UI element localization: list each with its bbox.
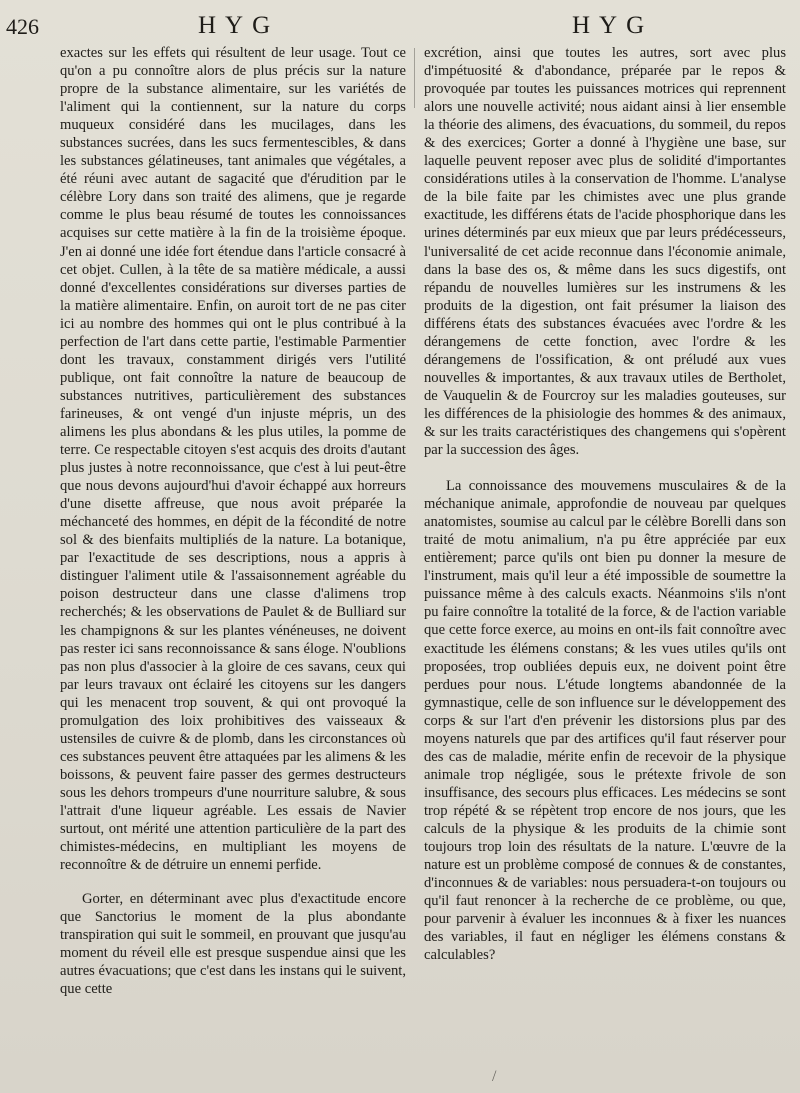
right-paragraph-1: excrétion, ainsi que toutes les autres, sort avec plus d'impétuosité & d'abondance, préparée par le repos & provoquée par toutes les puissances motrices qui reprennent alors une nouvelle activité; nous aidant ainsi à lier ensemble la théorie des alimens, des évacuations, du sommeil, du repos & des exercices; Gorter a donné à l'hygiène une base, sur laquelle peuvent reposer avec plus de solidité d'importantes considérations utiles à la conservation de l'homme. L'analyse de la bile faite par les chimistes avec une plus grande exactitude, les différens états de l'acide phosphorique dans les urines déterminés par eux mieux que par leurs prédécesseurs, l'universalité de cet acide reconnue dans l'économie animale, dans la base des os, & même dans les sucs digestifs, ont répandu de nouvelles lumières sur les instrumens & les produits de la digestion, ont fait présumer la liaison des différens états des substances évacuées avec l'ordre & les dérangemens de cette fonction, avec l'ordre & les dérangemens de l'ossification, & ont préludé aux vues nouvelles & importantes, & aux travaux utiles de Bertholet, de Vauquelin & de Fourcroy sur les maladies gouteuses, sur les différences de la phisiologie des hommes & des animaux, & sur les traits caractéristiques des changemens qui s'opèrent par la succession des âges. bbox=[424, 45, 786, 459]
right-column bbox=[424, 44, 786, 964]
running-head-right: HYG bbox=[572, 12, 654, 39]
footer-mark: / bbox=[492, 1068, 497, 1085]
left-column bbox=[60, 44, 406, 998]
left-paragraph-1: exactes sur les effets qui résultent de leur usage. Tout ce qu'on a pu connoître alors de plus précis sur la nature propre de la substance alimentaire, sur les variétés de l'aliment qui la contiennent, sur la nature du corps muqueux considéré dans les mucilages, dans les substances sucrées, dans les sucs fermentescibles, & dans les substances gélatineuses, tant animales que végétales, a été réuni avec autant de sagacité que d'érudition par le célèbre Lory dans son traité des alimens, que je regarde comme le plus beau résumé de toutes les connoissances acquises sur cette matière à la fin de la troisième époque. J'en ai donné une idée fort étendue dans l'article consacré à cet objet. Cullen, à la tête de sa matière médicale, a aussi donné d'excellentes considérations sur diverses parties de la matière alimentaire. Enfin, on auroit tort de ne pas citer ici au nombre des hommes qui ont le plus contribué à la perfection de l'art dans cette partie, l'estimable Parmentier dont les travaux, constamment dirigés vers l'utilité publique, ont fait connoître la nature de beaucoup de substances nutritives, particulièrement des substances farineuses, & ont vengé d'un injuste mépris, un des alimens les plus abondans & les plus utiles, la pomme de terre. Ce respectable citoyen s'est acquis des droits d'autant plus justes à notre reconnoissance, que c'est à lui peut-être que nous devons aujourd'hui d'avoir échappé aux horreurs d'une disette affreuse, que nous avoit préparée la méchanceté des hommes, en dépit de la fécondité de notre sol & des bienfaits multipliés de la nature. La botanique, par l'exactitude de ses descriptions, nous a appris à distinguer l'aliment utile & l'assaisonnement agréable du poison destructeur dans une classe d'alimens trop recherchés; & les observations de Paulet & de Bulliard sur les champignons & sur les plantes vénéneuses, ne doivent pas rester ici sans reconnoissance & sans éloge. N'oublions pas non plus d'associer à la gloire de ces savans, ceux qui par leurs travaux ont éclairé les citoyens sur les dangers qui les menacent trop souvent, & qui ont provoqué la promulgation des loix prohibitives des vaisseaux & ustensiles de cuivre & de plomb, dans les circonstances où ces substances peuvent être attaquées par les alimens & les boissons, & peuvent faire passer des germes destructeurs sous les dehors trompeurs d'une nourriture salubre, & sous l'attrait d'une liqueur agréable. Les essais de Navier surtout, ont mérité une attention particulière de la part des chimistes-médecins, en multipliant les moyens de reconnoître & de détruire un ennemi perfide. bbox=[60, 45, 406, 874]
running-head-left: HYG bbox=[198, 12, 280, 39]
page-header bbox=[0, 10, 800, 44]
column-divider bbox=[414, 48, 415, 108]
left-paragraph-2: Gorter, en déterminant avec plus d'exactitude encore que Sanctorius le moment de la plus abondante transpiration qui suit le sommeil, en prouvant que jusqu'au moment du réveil elle est presque suspendue ainsi que les autres évacuations; que c'est dans les instans qui le suivent, que cette bbox=[60, 891, 406, 998]
page-number: 426 bbox=[6, 14, 39, 39]
right-paragraph-2: La connoissance des mouvemens musculaires & de la méchanique animale, approfondie de nouveau par quelques anatomistes, soumise au calcul par le célèbre Borelli dans son traité de motu animalium, n'a pu être appréciée par eux entièrement; parce qu'ils ont bien pu donner la mesure de l'instrument, mais qu'il leur a été impossible de soumettre la puissance même à des calculs exacts. Néanmoins s'ils n'ont pu faire connoître la totalité de la force, & de l'action variable que cette force exerce, au moins en ont-ils fait connoître avec exactitude les élémens constans; & les vues utiles qu'ils ont proposées, trop oubliées depuis eux, ne doivent point être perdues pour nous. L'étude longtems abandonnée de la gymnastique, celle de son influence sur le développement des corps & sur l'art d'en prévenir les distorsions plus par des moyens naturels que par des artifices qu'il faut réserver pour des cas de maladie, mérite enfin de recevoir de la physique animale trop négligée, sous le prétexte frivole de son insuffisance, des secours plus efficaces. Les médecins se sont trop répété & se répètent trop encore de nos jours, que les calculs de la physique & les produits de la chimie sont toujours trop loin des résultats de la nature. L'œuvre de la nature est un problème composé de connues & de constantes, d'inconnues & de variables: nous persuadera-t-on toujours ou qu'il faut renoncer à la recherche de ce problème, ou que, pour parvenir à évaluer les inconnues & à fixer les nuances des variables, il faut en négliger les élémens constans & calculables? bbox=[424, 478, 786, 964]
